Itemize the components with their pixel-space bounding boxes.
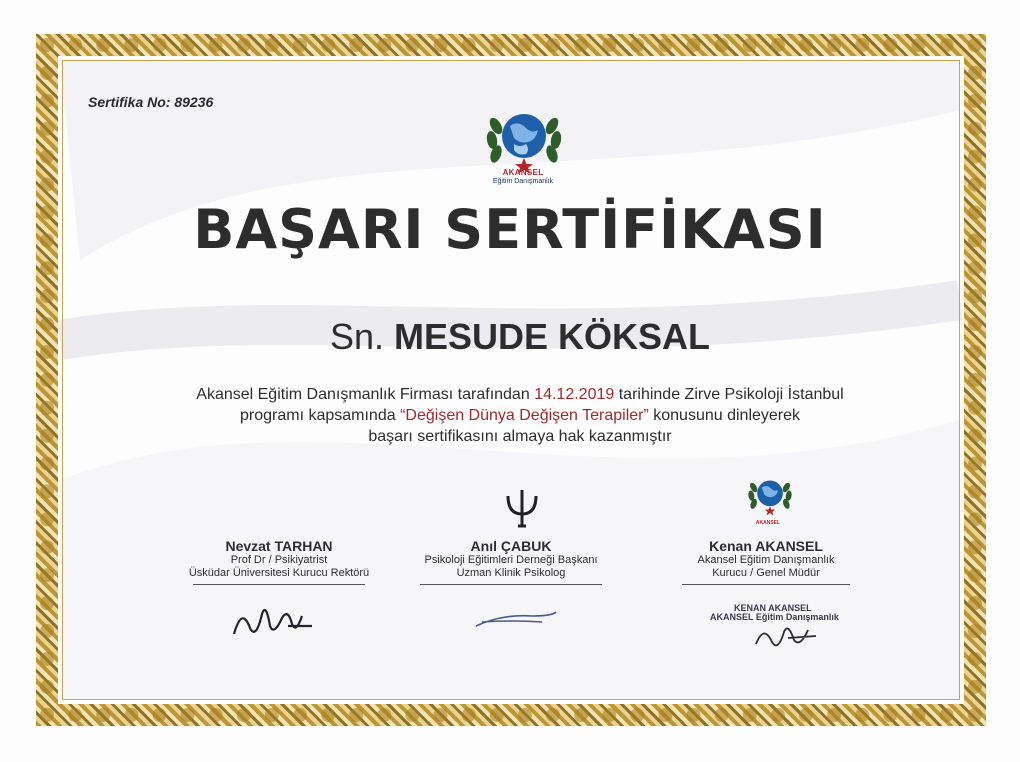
small-globe-logo-icon — [742, 470, 798, 526]
logo-brand-text: AKANSEL — [502, 168, 544, 177]
body-text-segment: Akansel Eğitim Danışmanlık Firması tarafından — [196, 386, 530, 403]
logo-subtitle-text: Eğitim Danışmanlık — [492, 178, 554, 185]
body-text-segment: tarihinde Zirve Psikoloji İstanbul — [618, 386, 844, 403]
handwritten-signature-1 — [228, 596, 318, 642]
handwritten-signature-3 — [752, 618, 822, 654]
small-logo-brand: AKANSEL — [755, 520, 781, 526]
body-text-segment: programı kapsamında — [239, 407, 396, 424]
signatory-title: Üsküdar Üniversitesi Kurucu Rektörü — [188, 567, 370, 579]
body-line-2 — [120, 405, 920, 426]
signatory-title: Psikoloji Eğitimleri Derneği Başkanı — [424, 554, 598, 566]
event-topic: “Değişen Dünya Değişen Terapiler” — [400, 407, 649, 424]
signature-line — [682, 584, 850, 585]
recipient-prefix: Sn. — [329, 316, 384, 357]
handwritten-signature-2 — [472, 604, 562, 632]
signature-line — [193, 584, 365, 585]
signatory-title: Akansel Eğitim Danışmanlık — [697, 554, 835, 566]
signatory-title: Uzman Klinik Psikolog — [456, 567, 566, 579]
recipient-name: MESUDE KÖKSAL — [394, 316, 711, 357]
body-text-segment: konusunu dinleyerek — [653, 407, 801, 424]
signatory-1 — [188, 538, 370, 585]
signatory-name: Nevzat TARHAN — [225, 538, 333, 554]
certificate-number: Sertifika No: 89236 — [88, 94, 214, 110]
certificate-body — [120, 384, 920, 447]
signatory-title: Prof Dr / Psikiyatrist — [230, 554, 328, 566]
stamp-line-2: AKANSEL Eğitim Danışmanlık — [710, 612, 839, 622]
recipient — [0, 316, 1020, 358]
event-date: 14.12.2019 — [534, 386, 615, 403]
psi-logo-icon — [500, 486, 544, 530]
signatory-name: Anıl ÇABUK — [470, 538, 552, 554]
stamp-line-1: KENAN AKANSEL — [734, 603, 812, 613]
signature-line — [420, 584, 602, 585]
signatory-title: Kurucu / Genel Müdür — [712, 567, 820, 579]
signatory-2 — [418, 538, 604, 585]
signatory-name: Kenan AKANSEL — [709, 538, 823, 554]
certificate-title: BAŞARI SERTİFİKASI — [193, 198, 827, 261]
signatory-3 — [680, 538, 852, 585]
body-line-3: başarı sertifikasını almaya hak kazanmıştır — [368, 428, 672, 445]
body-line-1 — [120, 384, 920, 405]
